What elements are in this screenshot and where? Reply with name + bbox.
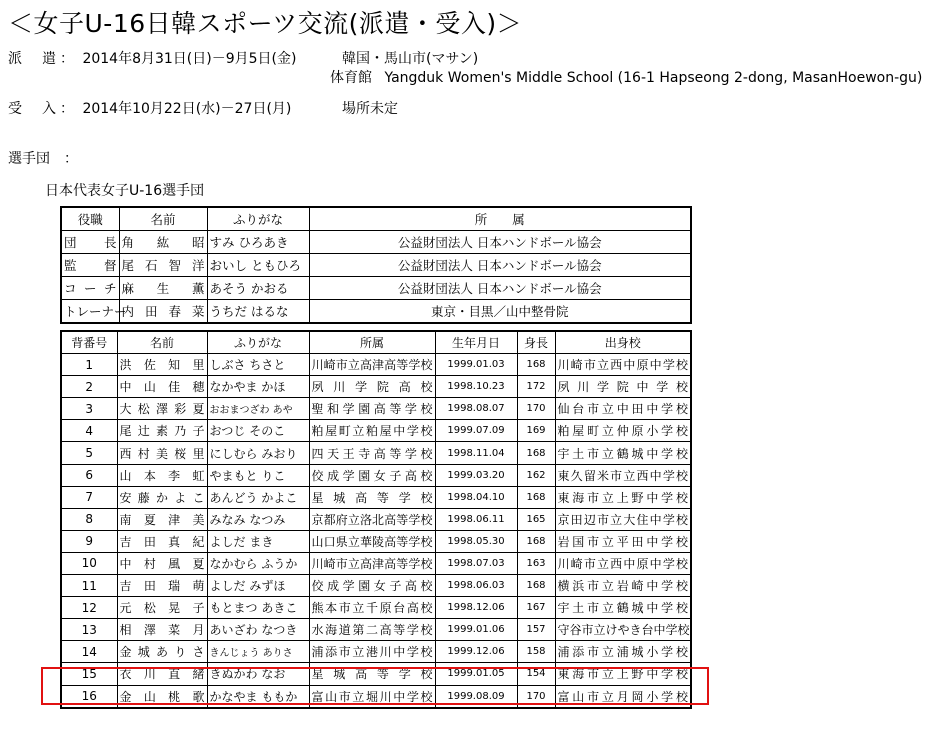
- player-school: 川崎市立西中原中学校: [555, 354, 691, 376]
- staff-org: 東京・目黒／山中整骨院: [309, 300, 691, 324]
- player-height: 154: [517, 663, 555, 685]
- player-height: 168: [517, 486, 555, 508]
- player-number: 4: [61, 420, 117, 442]
- staff-name: 尾石智洋: [119, 254, 207, 277]
- player-row: [61, 442, 691, 464]
- players-col-dob: 生年月日: [435, 331, 517, 354]
- dispatch-line: 派遣 ： 2014年8月31日(日)－9月5日(金): [8, 48, 296, 68]
- player-kana: あんどう かよこ: [207, 486, 309, 508]
- player-row: [61, 420, 691, 442]
- players-col-kana: ふりがな: [207, 331, 309, 354]
- player-name: 南夏津美: [117, 508, 207, 530]
- receive-place: 場所未定: [342, 101, 398, 117]
- player-height: 168: [517, 354, 555, 376]
- player-name: 安藤かよこ: [117, 486, 207, 508]
- player-height: 163: [517, 552, 555, 574]
- players-table: [60, 330, 692, 709]
- staff-org: 公益財団法人 日本ハンドボール協会: [309, 254, 691, 277]
- player-number: 9: [61, 530, 117, 552]
- player-org: 星城高等学校: [309, 486, 435, 508]
- player-name: 金城ありさ: [117, 641, 207, 663]
- player-org: 浦添市立港川中学校: [309, 641, 435, 663]
- player-dob: 1999.08.09: [435, 685, 517, 708]
- dispatch-venue: [330, 67, 922, 87]
- player-number: 3: [61, 398, 117, 420]
- player-kana: きぬかわ なお: [207, 663, 309, 685]
- staff-row: [61, 277, 691, 300]
- player-name: 山本李虹: [117, 464, 207, 486]
- player-name: 元松晃子: [117, 597, 207, 619]
- staff-name: 麻生薫: [119, 277, 207, 300]
- player-dob: 1999.07.09: [435, 420, 517, 442]
- highlight-box: [41, 667, 709, 705]
- player-height: 168: [517, 575, 555, 597]
- player-dob: 1999.12.06: [435, 641, 517, 663]
- player-org: 夙川学院高校: [309, 376, 435, 398]
- player-height: 170: [517, 398, 555, 420]
- player-row: [61, 619, 691, 641]
- receive-dates: 2014年10月22日(水)－27日(月): [82, 101, 292, 117]
- staff-table: [60, 206, 692, 324]
- player-org: 川崎市立高津高等学校: [309, 354, 435, 376]
- player-dob: 1998.12.06: [435, 597, 517, 619]
- player-height: 157: [517, 619, 555, 641]
- player-dob: 1999.01.03: [435, 354, 517, 376]
- venue-label: 体育館: [330, 70, 372, 86]
- player-kana: やまもと りこ: [207, 464, 309, 486]
- staff-row: [61, 231, 691, 254]
- player-school: 宇土市立鶴城中学校: [555, 442, 691, 464]
- player-name: 大松澤彩夏: [117, 398, 207, 420]
- player-height: 162: [517, 464, 555, 486]
- players-col-org: 所属: [309, 331, 435, 354]
- player-kana: おおまつざわ あや: [207, 398, 309, 420]
- player-height: 165: [517, 508, 555, 530]
- player-school: 川崎市立西中原中学校: [555, 552, 691, 574]
- player-org: 佼成学園女子高校: [309, 575, 435, 597]
- venue-name: Yangduk Women's Middle School (16-1 Hapseong 2-dong, MasanHoewon-gu): [384, 70, 923, 86]
- staff-row: [61, 254, 691, 277]
- player-name: 中山佳穂: [117, 376, 207, 398]
- player-org: 粕屋町立粕屋中学校: [309, 420, 435, 442]
- page-title: ＜女子U-16日韓スポーツ交流(派遣・受入)＞: [8, 9, 523, 38]
- player-number: 5: [61, 442, 117, 464]
- staff-col-name: 名前: [119, 207, 207, 231]
- player-row: [61, 464, 691, 486]
- dispatch-label: 派遣: [8, 51, 56, 67]
- player-dob: 1999.01.05: [435, 663, 517, 685]
- player-dob: 1998.08.07: [435, 398, 517, 420]
- player-number: 14: [61, 641, 117, 663]
- player-name: 中村風夏: [117, 552, 207, 574]
- receive-line: 受入 ： 2014年10月22日(水)－27日(月): [8, 98, 291, 118]
- player-number: 2: [61, 376, 117, 398]
- staff-role: 団長: [61, 231, 119, 254]
- player-name: 金山桃歌: [117, 685, 207, 708]
- staff-kana: おいし ともひろ: [207, 254, 309, 277]
- player-school: 仙台市立中田中学校: [555, 398, 691, 420]
- player-dob: 1999.01.06: [435, 619, 517, 641]
- player-height: 170: [517, 685, 555, 708]
- player-org: 水海道第二高等学校: [309, 619, 435, 641]
- team-label: 選手団 ：: [8, 151, 78, 167]
- player-name: 吉田真紀: [117, 530, 207, 552]
- player-org: 佼成学園女子高校: [309, 464, 435, 486]
- player-school: 浦添市立浦城小学校: [555, 641, 691, 663]
- player-school: 夙川学院中学校: [555, 376, 691, 398]
- player-dob: 1998.10.23: [435, 376, 517, 398]
- player-kana: よしだ まき: [207, 530, 309, 552]
- players-col-name: 名前: [117, 331, 207, 354]
- player-school: 岩国市立平田中学校: [555, 530, 691, 552]
- player-name: 吉田瑞萌: [117, 575, 207, 597]
- player-org: 川崎市立高津高等学校: [309, 552, 435, 574]
- player-kana: なかむら ふうか: [207, 552, 309, 574]
- staff-role: コーチ: [61, 277, 119, 300]
- player-kana: しぶさ ちさと: [207, 354, 309, 376]
- player-row: [61, 641, 691, 663]
- player-school: 東海市立上野中学校: [555, 663, 691, 685]
- staff-name: 角紘昭: [119, 231, 207, 254]
- player-name: 相澤菜月: [117, 619, 207, 641]
- player-kana: なかやま かほ: [207, 376, 309, 398]
- player-dob: 1998.05.30: [435, 530, 517, 552]
- player-dob: 1999.03.20: [435, 464, 517, 486]
- player-row: [61, 354, 691, 376]
- player-height: 169: [517, 420, 555, 442]
- player-dob: 1998.06.11: [435, 508, 517, 530]
- player-kana: きんじょう ありさ: [207, 641, 309, 663]
- player-dob: 1998.11.04: [435, 442, 517, 464]
- staff-kana: うちだ はるな: [207, 300, 309, 324]
- player-school: 東海市立上野中学校: [555, 486, 691, 508]
- player-row: [61, 530, 691, 552]
- player-school: 粕屋町立仲原小学校: [555, 420, 691, 442]
- players-col-height: 身長: [517, 331, 555, 354]
- staff-role: 監督: [61, 254, 119, 277]
- player-row: [61, 552, 691, 574]
- player-kana: よしだ みずほ: [207, 575, 309, 597]
- player-number: 12: [61, 597, 117, 619]
- dispatch-dates: 2014年8月31日(日)－9月5日(金): [82, 51, 297, 67]
- player-name: 尾辻素乃子: [117, 420, 207, 442]
- player-row: [61, 376, 691, 398]
- player-org: 富山市立堀川中学校: [309, 685, 435, 708]
- player-height: 167: [517, 597, 555, 619]
- player-number: 11: [61, 575, 117, 597]
- players-header-row: [61, 331, 691, 354]
- player-height: 158: [517, 641, 555, 663]
- player-row: [61, 508, 691, 530]
- staff-col-role: 役職: [61, 207, 119, 231]
- player-school: 守谷市立けやき台中学校: [555, 619, 691, 641]
- player-kana: にしむら みおり: [207, 442, 309, 464]
- player-name: 西村美桜里: [117, 442, 207, 464]
- dispatch-place: 韓国・馬山市(マサン): [342, 51, 479, 67]
- player-org: 熊本市立千原台高校: [309, 597, 435, 619]
- player-org: 星城高等学校: [309, 663, 435, 685]
- player-height: 168: [517, 442, 555, 464]
- staff-kana: あそう かおる: [207, 277, 309, 300]
- player-school: 横浜市立岩崎中学校: [555, 575, 691, 597]
- player-school: 東久留米市立西中学校: [555, 464, 691, 486]
- player-dob: 1998.06.03: [435, 575, 517, 597]
- players-col-school: 出身校: [555, 331, 691, 354]
- player-kana: かなやま ももか: [207, 685, 309, 708]
- receive-label: 受入: [8, 101, 56, 117]
- player-org: 山口県立華陵高等学校: [309, 530, 435, 552]
- staff-col-kana: ふりがな: [207, 207, 309, 231]
- players-col-no: 背番号: [61, 331, 117, 354]
- player-row: [61, 486, 691, 508]
- player-school: 宇土市立鶴城中学校: [555, 597, 691, 619]
- player-name: 衣川直緒: [117, 663, 207, 685]
- staff-org: 公益財団法人 日本ハンドボール協会: [309, 277, 691, 300]
- player-dob: 1998.04.10: [435, 486, 517, 508]
- player-school: 富山市立月岡小学校: [555, 685, 691, 708]
- player-dob: 1998.07.03: [435, 552, 517, 574]
- player-kana: あいざわ なつき: [207, 619, 309, 641]
- player-number: 6: [61, 464, 117, 486]
- staff-row: [61, 300, 691, 324]
- player-name: 洪佐知里: [117, 354, 207, 376]
- player-org: 聖和学園高等学校: [309, 398, 435, 420]
- player-height: 168: [517, 530, 555, 552]
- player-number: 8: [61, 508, 117, 530]
- player-number: 1: [61, 354, 117, 376]
- staff-name: 内田春菜: [119, 300, 207, 324]
- player-kana: もとまつ あきこ: [207, 597, 309, 619]
- team-name: 日本代表女子U-16選手団: [45, 183, 205, 199]
- player-number: 10: [61, 552, 117, 574]
- player-number: 16: [61, 685, 117, 708]
- staff-header-row: [61, 207, 691, 231]
- player-row: [61, 398, 691, 420]
- staff-col-org: 所 属: [309, 207, 691, 231]
- player-kana: おつじ そのこ: [207, 420, 309, 442]
- player-school: 京田辺市立大住中学校: [555, 508, 691, 530]
- player-number: 7: [61, 486, 117, 508]
- player-org: 京都府立洛北高等学校: [309, 508, 435, 530]
- player-row: [61, 575, 691, 597]
- staff-role: トレーナー: [61, 300, 119, 324]
- staff-kana: すみ ひろあき: [207, 231, 309, 254]
- player-number: 15: [61, 663, 117, 685]
- staff-org: 公益財団法人 日本ハンドボール協会: [309, 231, 691, 254]
- player-height: 172: [517, 376, 555, 398]
- player-row: [61, 597, 691, 619]
- player-number: 13: [61, 619, 117, 641]
- player-org: 四天王寺高等学校: [309, 442, 435, 464]
- player-kana: みなみ なつみ: [207, 508, 309, 530]
